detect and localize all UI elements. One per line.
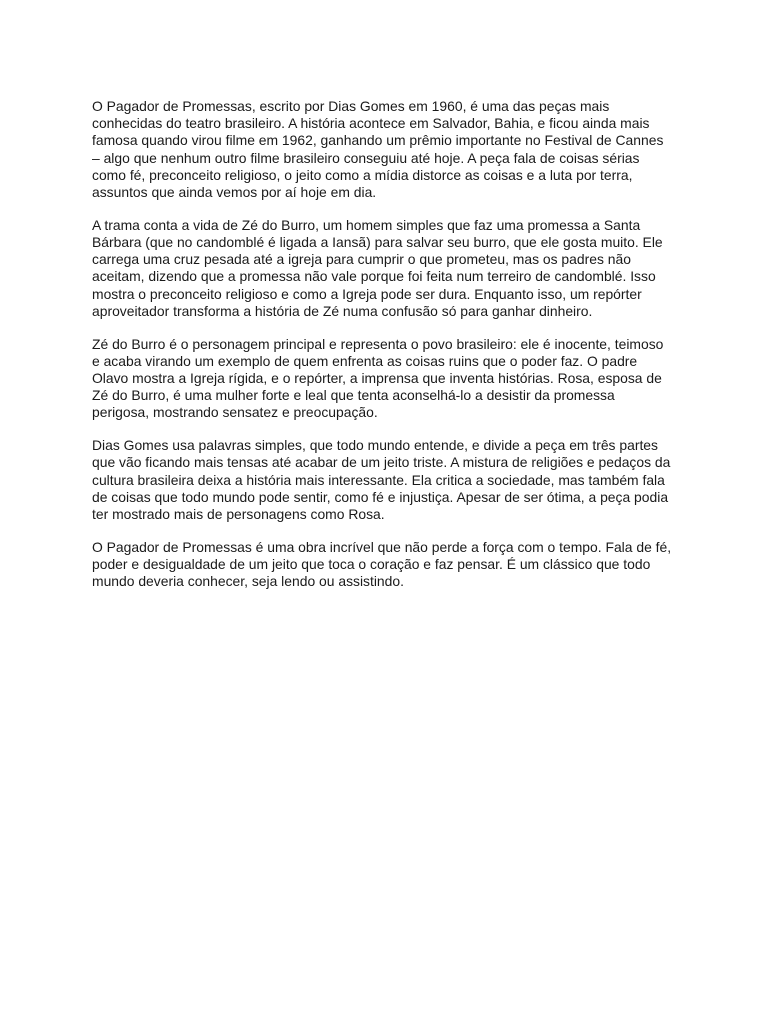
paragraph-style: Dias Gomes usa palavras simples, que todo mundo entende, e divide a peça em três partes que vão ficando mais tensas até acabar de um jeito triste. A mistura de religiões e pedaços da cultura brasileira deixa a história mais interessante. Ela critica a sociedade, mas também fala de coisas que todo mundo pode sentir, como fé e injustiça. Apesar de ser ótima, a peça podia ter mostrado mais de personagens como Rosa. [92, 437, 671, 523]
paragraph-intro: O Pagador de Promessas, escrito por Dias Gomes em 1960, é uma das peças mais conhecidas do teatro brasileiro. A história acontece em Salvador, Bahia, e ficou ainda mais famosa quando virou filme em 1962, ganhando um prêmio importante no Festival de Cannes – algo que nenhum outro filme brasileiro conseguiu até hoje. A peça fala de coisas sérias como fé, preconceito religioso, o jeito como a mídia distorce as coisas e a luta por terra, assuntos que ainda vemos por aí hoje em dia. [92, 98, 664, 201]
paragraph-characters: Zé do Burro é o personagem principal e representa o povo brasileiro: ele é inocente, teimoso e acaba virando um exemplo de quem enfrenta as coisas ruins que o poder faz. O padre Olavo mostra a Igreja rígida, e o repórter, a imprensa que inventa histórias. Rosa, esposa de Zé do Burro, é uma mulher forte e leal que tenta aconselhá-lo a desistir da promessa perigosa, mostrando sensatez e preocupação. [92, 335, 664, 421]
document-body [92, 98, 672, 606]
paragraph-plot: A trama conta a vida de Zé do Burro, um homem simples que faz uma promessa a Santa Bárbara (que no candomblé é ligada a Iansã) para salvar seu burro, que ele gosta muito. Ele carrega uma cruz pesada até a igreja para cumprir o que prometeu, mas os padres não aceitam, dizendo que a promessa não vale porque foi feita num terreiro de candomblé. Isso mostra o preconceito religioso e como a Igreja pode ser dura. Enquanto isso, um repórter aproveitador transforma a história de Zé numa confusão só para ganhar dinheiro. [92, 216, 663, 319]
paragraph-conclusion: O Pagador de Promessas é uma obra incrível que não perde a força com o tempo. Fala de fé, poder e desigualdade de um jeito que toca o coração e faz pensar. É um clássico que todo mundo deveria conhecer, seja lendo ou assistindo. [92, 538, 672, 590]
